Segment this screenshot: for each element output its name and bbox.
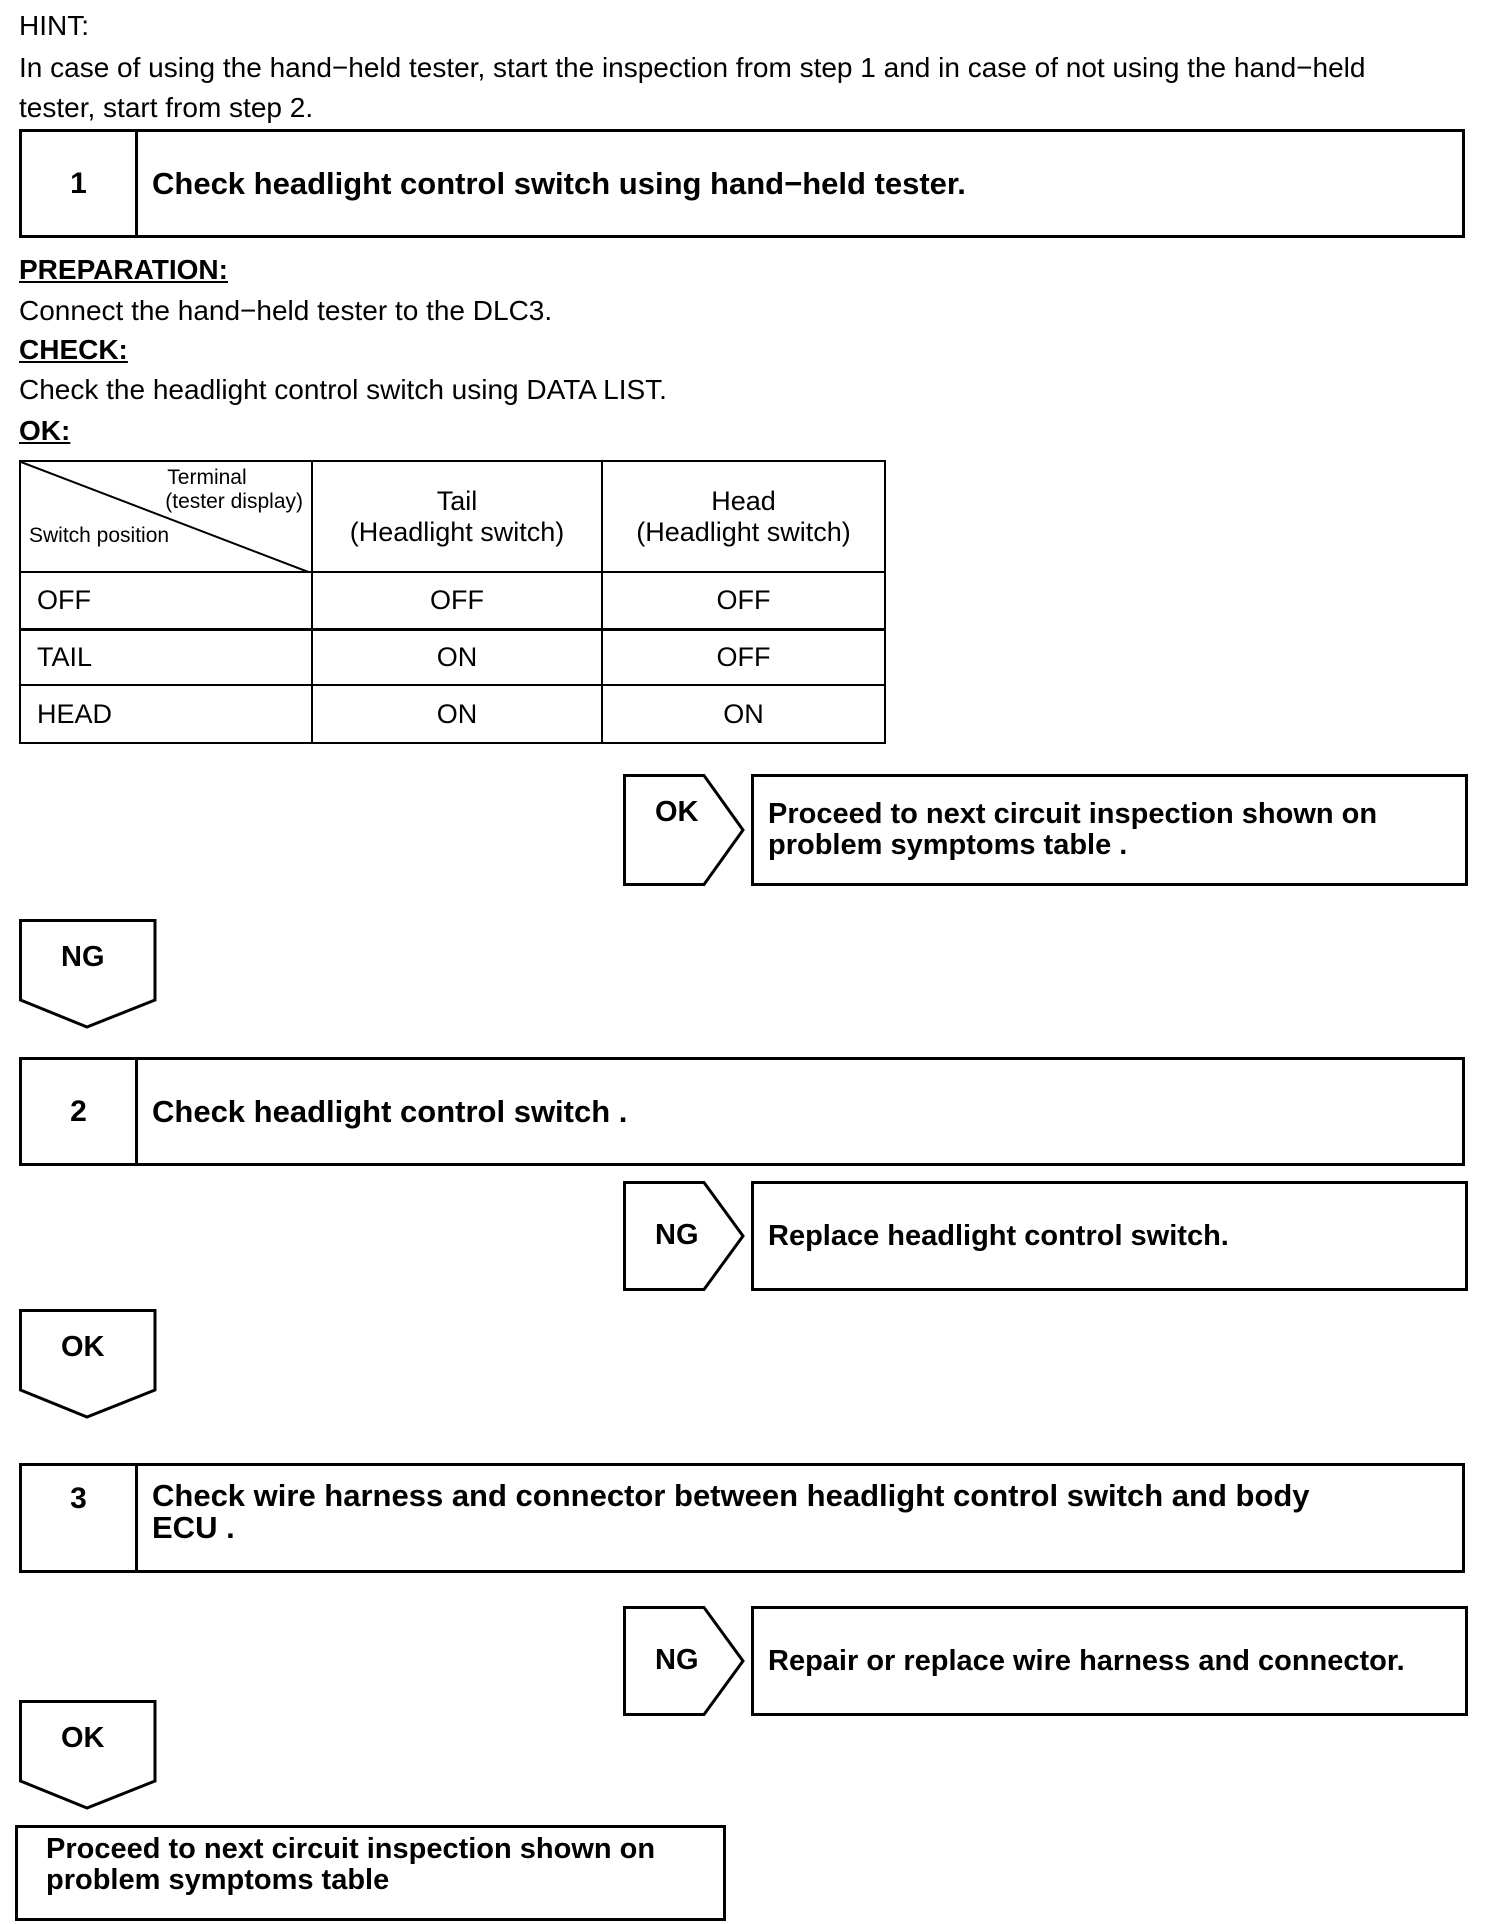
- step-number: 3: [22, 1466, 138, 1570]
- arrow-label: NG: [61, 941, 105, 973]
- step-2-box: [19, 1057, 1465, 1166]
- tail-cell: OFF: [312, 572, 602, 629]
- tail-cell: ON: [312, 685, 602, 743]
- result-line2: problem symptoms table .: [768, 829, 1128, 861]
- step-title: Check headlight control switch .: [152, 1093, 628, 1129]
- table-row: [20, 572, 885, 629]
- head-cell: OFF: [602, 572, 885, 629]
- ng-arrow-step1: [19, 919, 157, 1029]
- corner-terminal-label: [167, 466, 303, 514]
- hint-label: HINT:: [19, 10, 89, 41]
- col-subtitle: (Headlight switch): [349, 516, 565, 547]
- tail-cell: ON: [312, 629, 602, 685]
- switch-position-cell: OFF: [20, 572, 312, 629]
- ok-arrow-step2: [19, 1309, 157, 1419]
- ng-arrow-step3: [623, 1606, 745, 1716]
- step-title-line1: Check wire harness and connector between headlight control switch and body: [152, 1478, 1310, 1513]
- down-arrow-icon: [19, 1700, 157, 1810]
- hint-line1: In case of using the hand−held tester, start the inspection from step 1 and in case of not using the hand−held: [19, 52, 1366, 83]
- switch-position-cell: HEAD: [20, 685, 312, 743]
- down-arrow-icon: [19, 919, 157, 1029]
- step3-ng-result-box: Repair or replace wire harness and connector.: [751, 1606, 1468, 1716]
- check-text: Check the headlight control switch using DATA LIST.: [19, 374, 667, 405]
- table-row: [20, 685, 885, 743]
- arrow-label: OK: [61, 1331, 105, 1363]
- hint-line2: tester, start from step 2.: [19, 92, 314, 123]
- step2-ng-result-box: Replace headlight control switch.: [751, 1181, 1468, 1291]
- column-header-head: [602, 461, 885, 572]
- right-arrow-icon: [623, 774, 745, 886]
- step1-ok-result-box: [751, 774, 1468, 886]
- column-header-tail: [312, 461, 602, 572]
- ng-arrow-step2: [623, 1181, 745, 1291]
- ok-heading: OK:: [19, 415, 71, 446]
- ok-arrow-step1: [623, 774, 745, 886]
- ok-arrow-step3: [19, 1700, 157, 1810]
- corner-top2: (tester display): [165, 490, 303, 513]
- head-cell: ON: [602, 685, 885, 743]
- arrow-label: OK: [61, 1722, 105, 1754]
- step-title: [138, 1466, 1462, 1570]
- arrow-label: OK: [655, 796, 699, 828]
- preparation-heading: PREPARATION:: [19, 254, 228, 285]
- switch-position-cell: TAIL: [20, 629, 312, 685]
- step-title: Check headlight control switch using hand−held tester.: [152, 165, 966, 201]
- corner-top: Terminal: [167, 466, 247, 489]
- head-cell: OFF: [602, 629, 885, 685]
- final-line1: Proceed to next circuit inspection shown on: [46, 1833, 656, 1865]
- col-title: Tail: [436, 485, 478, 516]
- col-subtitle: (Headlight switch): [636, 516, 851, 547]
- final-line2: problem symptoms table: [46, 1864, 390, 1896]
- arrow-label: NG: [655, 1644, 699, 1676]
- step-number: 1: [22, 132, 138, 235]
- step-3-box: [19, 1463, 1465, 1573]
- step-number: 2: [22, 1060, 138, 1163]
- switch-status-table: [19, 460, 886, 744]
- col-title: Head: [711, 485, 776, 516]
- table-row: [20, 629, 885, 685]
- preparation-text: Connect the hand−held tester to the DLC3.: [19, 295, 553, 326]
- down-arrow-icon: [19, 1309, 157, 1419]
- arrow-label: NG: [655, 1219, 699, 1251]
- step-1-box: [19, 129, 1465, 238]
- step-title-line2: ECU .: [152, 1510, 235, 1545]
- check-heading: CHECK:: [19, 334, 128, 365]
- result-line1: Proceed to next circuit inspection shown on: [768, 798, 1378, 830]
- final-result-box: [15, 1825, 726, 1921]
- corner-header-cell: [20, 461, 312, 572]
- corner-switch-label: Switch position: [29, 524, 170, 547]
